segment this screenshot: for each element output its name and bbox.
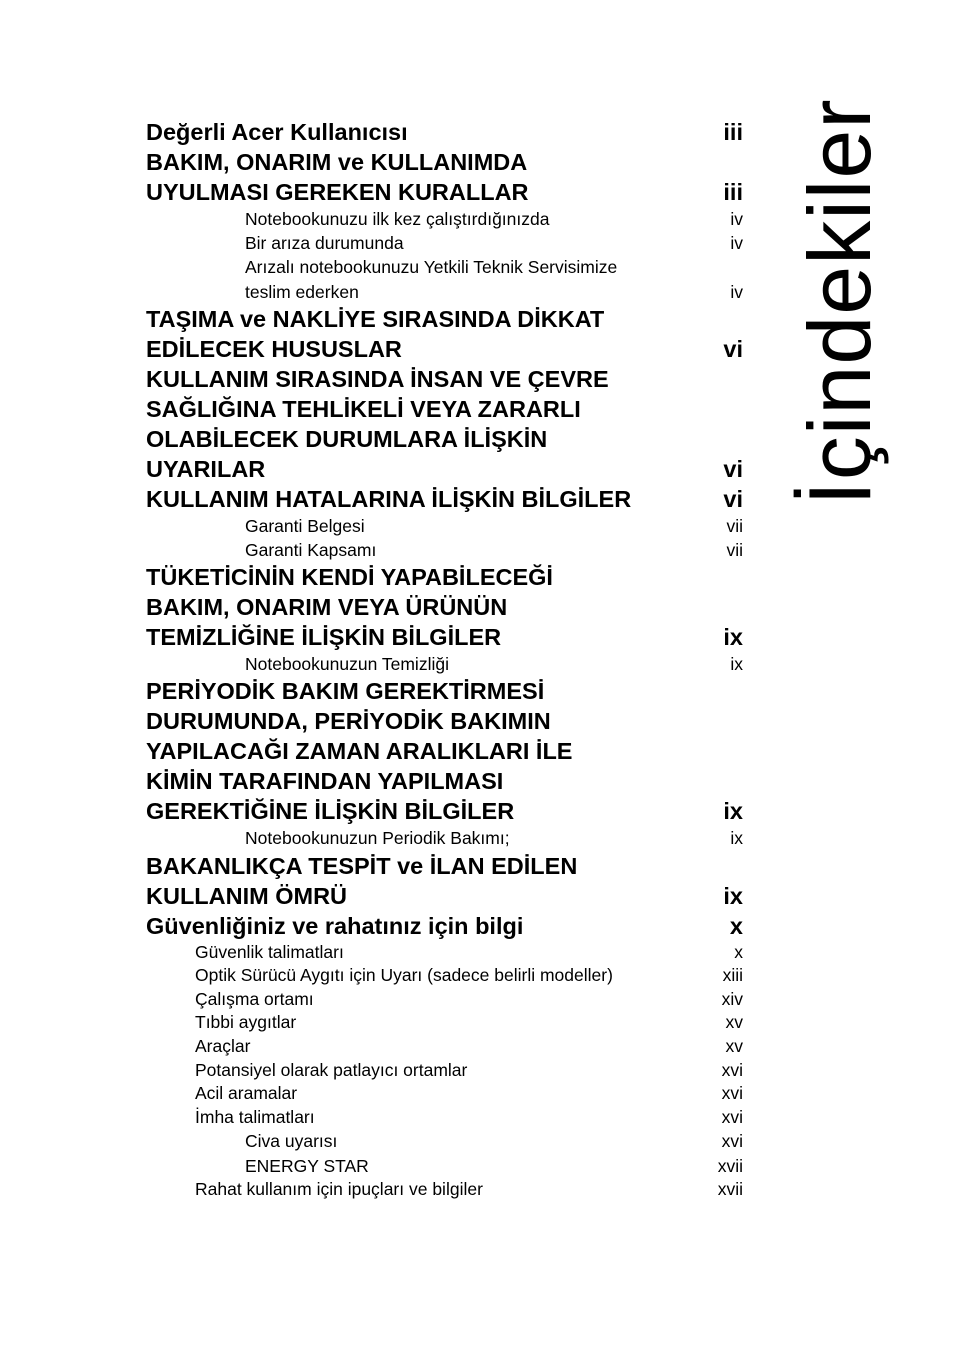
- toc-entry-level-1[interactable]: [146, 941, 743, 965]
- toc-entry-level-1[interactable]: [146, 1011, 743, 1035]
- toc-page-number: ix: [730, 828, 743, 849]
- toc-page-number: iv: [730, 233, 743, 254]
- toc-entry-title-line: BAKANLIKÇA TESPİT ve İLAN EDİLEN: [146, 852, 578, 879]
- toc-entry-title-line: BAKIM, ONARIM VEYA ÜRÜNÜN: [146, 594, 508, 621]
- toc-page-number: xvi: [721, 1083, 743, 1104]
- toc-entry-title: [146, 117, 743, 147]
- toc-entry-level-2[interactable]: [146, 1154, 743, 1178]
- toc-entry-title: [195, 1082, 743, 1106]
- toc-entry-level-2[interactable]: [146, 538, 743, 562]
- toc-page-number: xvi: [721, 1131, 743, 1152]
- toc-entry-title-line: TEMİZLİĞİNE İLİŞKİN BİLGİLER: [146, 624, 502, 651]
- toc-entry-title: [245, 231, 743, 255]
- toc-page-number: vi: [723, 455, 743, 482]
- toc-entry-title-line: TÜKETİCİNİN KENDİ YAPABİLECEĞİ: [146, 564, 553, 591]
- toc-page-number: xiii: [722, 965, 743, 986]
- toc-entry-title: [245, 652, 743, 676]
- section-title-vertical: İçindekiler: [790, 98, 889, 506]
- toc-entry-title: [245, 538, 743, 562]
- toc-entry-title: [195, 964, 743, 988]
- toc-entry-level-2[interactable]: [146, 1129, 743, 1153]
- toc-entry-title: [245, 207, 743, 231]
- toc-page-number: vi: [723, 335, 743, 362]
- toc-entry-level-0[interactable]: [146, 364, 743, 484]
- toc-page-number: ix: [723, 882, 743, 909]
- toc-entry-title: [245, 1129, 743, 1153]
- toc-entry-title-line: SAĞLIĞINA TEHLİKELİ VEYA ZARARLI: [146, 395, 581, 422]
- toc-entry-title-line: Değerli Acer Kullanıcısı: [146, 119, 408, 145]
- toc-entry-title-line: teslim ederken: [245, 281, 359, 302]
- toc-page-number: x: [729, 912, 743, 939]
- toc-entry-level-1[interactable]: [146, 988, 743, 1012]
- toc-entry-title-line: Optik Sürücü Aygıtı için Uyarı (sadece belirli modeller): [195, 965, 613, 986]
- toc-entry-level-0[interactable]: [146, 851, 743, 911]
- toc-entry-title: [245, 1154, 743, 1178]
- toc-entry-title-line: GEREKTİĞİNE İLİŞKİN BİLGİLER: [146, 798, 515, 825]
- toc-page-number: vii: [726, 540, 743, 561]
- toc-entry-level-0[interactable]: [146, 676, 743, 826]
- toc-page-number: xvii: [717, 1178, 743, 1199]
- toc-entry-level-1[interactable]: [146, 1059, 743, 1083]
- toc-entry-title: [146, 676, 743, 826]
- toc-entry-title-line: Çalışma ortamı: [195, 988, 314, 1009]
- toc-entry-title-line: TAŞIMA ve NAKLİYE SIRASINDA DİKKAT: [146, 305, 605, 332]
- toc-page-number: iv: [730, 209, 743, 229]
- toc-entry-title-line: Garanti Belgesi: [245, 515, 365, 536]
- toc-entry-title-line: Notebookunuzun Temizliği: [245, 654, 449, 675]
- toc-entry-level-2[interactable]: [146, 826, 743, 850]
- toc-entry-title: [146, 911, 743, 941]
- toc-entry-title-line: Notebookunuzun Periodik Bakımı;: [245, 828, 510, 849]
- toc-entry-title-line: Bir arıza durumunda: [245, 233, 404, 254]
- toc-page-number: vii: [726, 515, 743, 536]
- toc-page-number: ix: [723, 798, 743, 825]
- toc-entry-title-line: KULLANIM HATALARINA İLİŞKİN BİLGİLER: [146, 485, 632, 512]
- toc-page-number: vi: [723, 485, 743, 512]
- toc-page-number: ix: [730, 654, 743, 675]
- toc-entry-title-line: PERİYODİK BAKIM GEREKTİRMESİ: [146, 678, 545, 705]
- toc-entry-title-line: Potansiyel olarak patlayıcı ortamlar: [195, 1059, 468, 1080]
- toc-entry-title-line: Arızalı notebookunuzu Yetkili Teknik Servisimize: [245, 257, 618, 278]
- toc-entry-title: [146, 147, 743, 207]
- toc-entry-title-line: Civa uyarısı: [245, 1131, 338, 1152]
- toc-page-number: iv: [730, 281, 743, 302]
- toc-page-number: iii: [723, 119, 743, 145]
- toc-entry-title-line: BAKIM, ONARIM ve KULLANIMDA: [146, 149, 528, 175]
- toc-entry-title-line: DURUMUNDA, PERİYODİK BAKIMIN: [146, 708, 551, 735]
- toc-entry-level-2[interactable]: [146, 231, 743, 255]
- toc-entry-level-0[interactable]: [146, 484, 743, 514]
- toc-entry-title-line: Tıbbi aygıtlar: [195, 1012, 297, 1033]
- toc-entry-title: [195, 1178, 743, 1202]
- toc-entry-title-line: Araçlar: [195, 1036, 251, 1056]
- toc-page-number: xvii: [717, 1155, 743, 1176]
- toc-page-number: xiv: [721, 988, 743, 1009]
- toc-page-number: iii: [723, 179, 743, 205]
- toc-entry-title-line: Güvenlik talimatları: [195, 941, 344, 962]
- toc-page-number: xv: [725, 1012, 743, 1033]
- toc-entry-title-line: YAPILACAĞI ZAMAN ARALIKLARI İLE: [146, 738, 573, 765]
- toc-entry-title: [195, 1059, 743, 1083]
- toc-entry-title-line: Notebookunuzu ilk kez çalıştırdığınızda: [245, 209, 550, 229]
- toc-entry-level-2[interactable]: [146, 652, 743, 676]
- toc-entry-title-line: ENERGY STAR: [245, 1155, 369, 1176]
- table-of-contents: [146, 117, 743, 1201]
- toc-entry-title: [146, 562, 743, 652]
- toc-entry-level-1[interactable]: [146, 1082, 743, 1106]
- toc-entry-title: [146, 304, 743, 364]
- toc-entry-level-2[interactable]: [146, 207, 743, 231]
- toc-entry-title-line: İmha talimatları: [195, 1106, 315, 1127]
- toc-entry-level-0[interactable]: [146, 304, 743, 364]
- toc-entry-level-2[interactable]: [146, 255, 743, 303]
- toc-entry-title: [245, 255, 743, 303]
- toc-entry-title: [195, 1035, 743, 1059]
- toc-entry-level-2[interactable]: [146, 514, 743, 538]
- toc-entry-title: [195, 1106, 743, 1130]
- toc-entry-title-line: KULLANIM SIRASINDA İNSAN VE ÇEVRE: [146, 365, 609, 392]
- toc-entry-level-0[interactable]: [146, 147, 743, 207]
- toc-entry-level-0[interactable]: [146, 117, 743, 147]
- toc-entry-title-line: Güvenliğiniz ve rahatınız için bilgi: [146, 912, 524, 939]
- toc-entry-title-line: Rahat kullanım için ipuçları ve bilgiler: [195, 1178, 483, 1199]
- toc-entry-level-1[interactable]: [146, 1035, 743, 1059]
- toc-entry-level-1[interactable]: [146, 964, 743, 988]
- toc-entry-title-line: Garanti Kapsamı: [245, 540, 377, 561]
- toc-entry-level-1[interactable]: [146, 1178, 743, 1202]
- toc-entry-title: [195, 941, 743, 965]
- toc-entry-title-line: KULLANIM ÖMRÜ: [146, 882, 348, 909]
- toc-entry-title-line: EDİLECEK HUSUSLAR: [146, 335, 402, 362]
- toc-page-number: xvi: [721, 1106, 743, 1127]
- toc-entry-title: [195, 1011, 743, 1035]
- toc-entry-title: [146, 364, 743, 484]
- toc-entry-level-1[interactable]: [146, 1106, 743, 1130]
- toc-page-number: x: [734, 941, 743, 962]
- toc-page-number: ix: [723, 624, 743, 651]
- toc-page-number: xvi: [721, 1059, 743, 1080]
- toc-entry-title: [245, 826, 743, 850]
- toc-entry-title-line: UYARILAR: [146, 455, 266, 482]
- toc-entry-title: [146, 484, 743, 514]
- toc-page-number: xv: [725, 1036, 743, 1056]
- toc-entry-title-line: UYULMASI GEREKEN KURALLAR: [146, 179, 529, 205]
- toc-entry-title-line: OLABİLECEK DURUMLARA İLİŞKİN: [146, 425, 548, 452]
- toc-entry-title: [245, 514, 743, 538]
- toc-entry-level-0[interactable]: [146, 911, 743, 941]
- toc-entry-level-0[interactable]: [146, 562, 743, 652]
- toc-entry-title: [195, 988, 743, 1012]
- toc-entry-title: [146, 851, 743, 911]
- toc-entry-title-line: KİMİN TARAFINDAN YAPILMASI: [146, 768, 504, 795]
- toc-entry-title-line: Acil aramalar: [195, 1083, 298, 1104]
